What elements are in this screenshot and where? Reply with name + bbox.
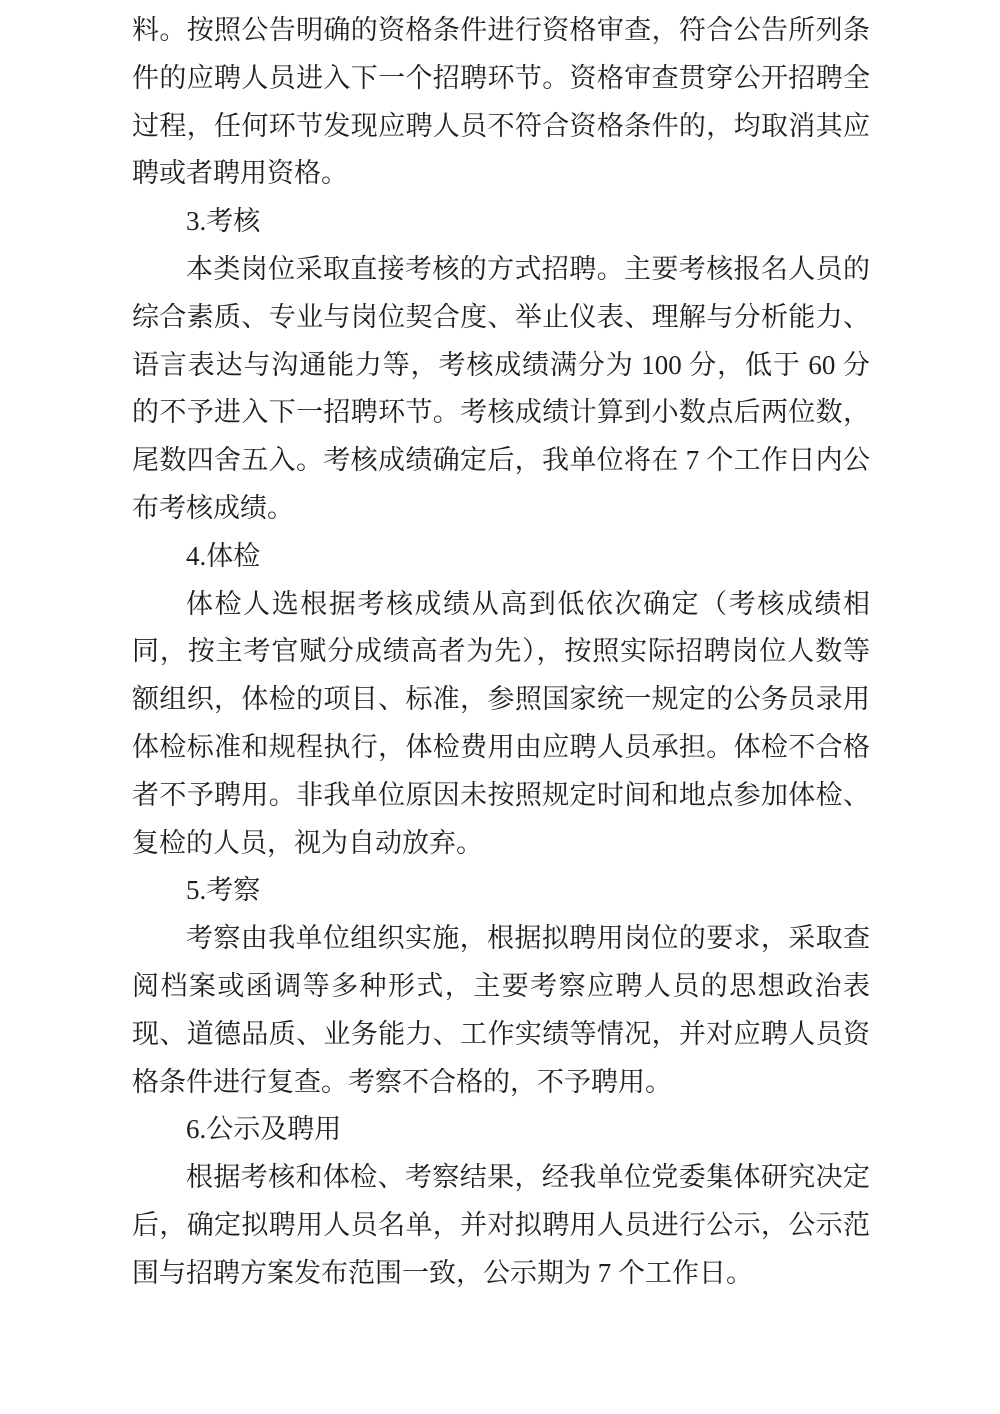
- section-heading-publicity-employment: 6.公示及聘用: [186, 1114, 342, 1145]
- paragraph-assessment: 本类岗位采取直接考核的方式招聘。主要考核报名人员的综合素质、专业与岗位契合度、举止仪表、理解与分析能力、语言表达与沟通能力等，考核成绩满分为 100 分，低于 60 分的不予进入下一招聘环节。考核成绩计算到小数点后两位数，尾数四舍五入。考核成绩确定后，我单位将在 7 个工作日内公布考核成绩。: [132, 253, 870, 523]
- paragraph-qualification-review-continued: 料。按照公告明确的资格条件进行资格审查，符合公告所列条件的应聘人员进入下一个招聘环节。资格审查贯穿公开招聘全过程，任何环节发现应聘人员不符合资格条件的，均取消其应聘或者聘用资格。: [132, 15, 870, 189]
- paragraph-physical-exam: 体检人选根据考核成绩从高到低依次确定（考核成绩相同，按主考官赋分成绩高者为先），按照实际招聘岗位人数等额组织，体检的项目、标准，参照国家统一规定的公务员录用体检标准和规程执行，体检费用由应聘人员承担。体检不合格者不予聘用。非我单位原因未按照规定时间和地点参加体检、复检的人员，视为自动放弃。: [132, 588, 870, 858]
- section-heading-assessment: 3.考核: [186, 206, 261, 237]
- section-heading-physical-exam: 4.体检: [186, 540, 261, 571]
- paragraph-publicity-employment: 根据考核和体检、考察结果，经我单位党委集体研究决定后，确定拟聘用人员名单，并对拟聘用人员进行公示，公示范围与招聘方案发布范围一致，公示期为 7 个工作日。: [132, 1162, 870, 1288]
- document-body: [132, 7, 870, 1298]
- paragraph-inspection: 考察由我单位组织实施，根据拟聘用岗位的要求，采取查阅档案或函调等多种形式，主要考察应聘人员的思想政治表现、道德品质、业务能力、工作实绩等情况，并对应聘人员资格条件进行复查。考察不合格的，不予聘用。: [132, 923, 870, 1097]
- section-heading-inspection: 5.考察: [186, 875, 261, 906]
